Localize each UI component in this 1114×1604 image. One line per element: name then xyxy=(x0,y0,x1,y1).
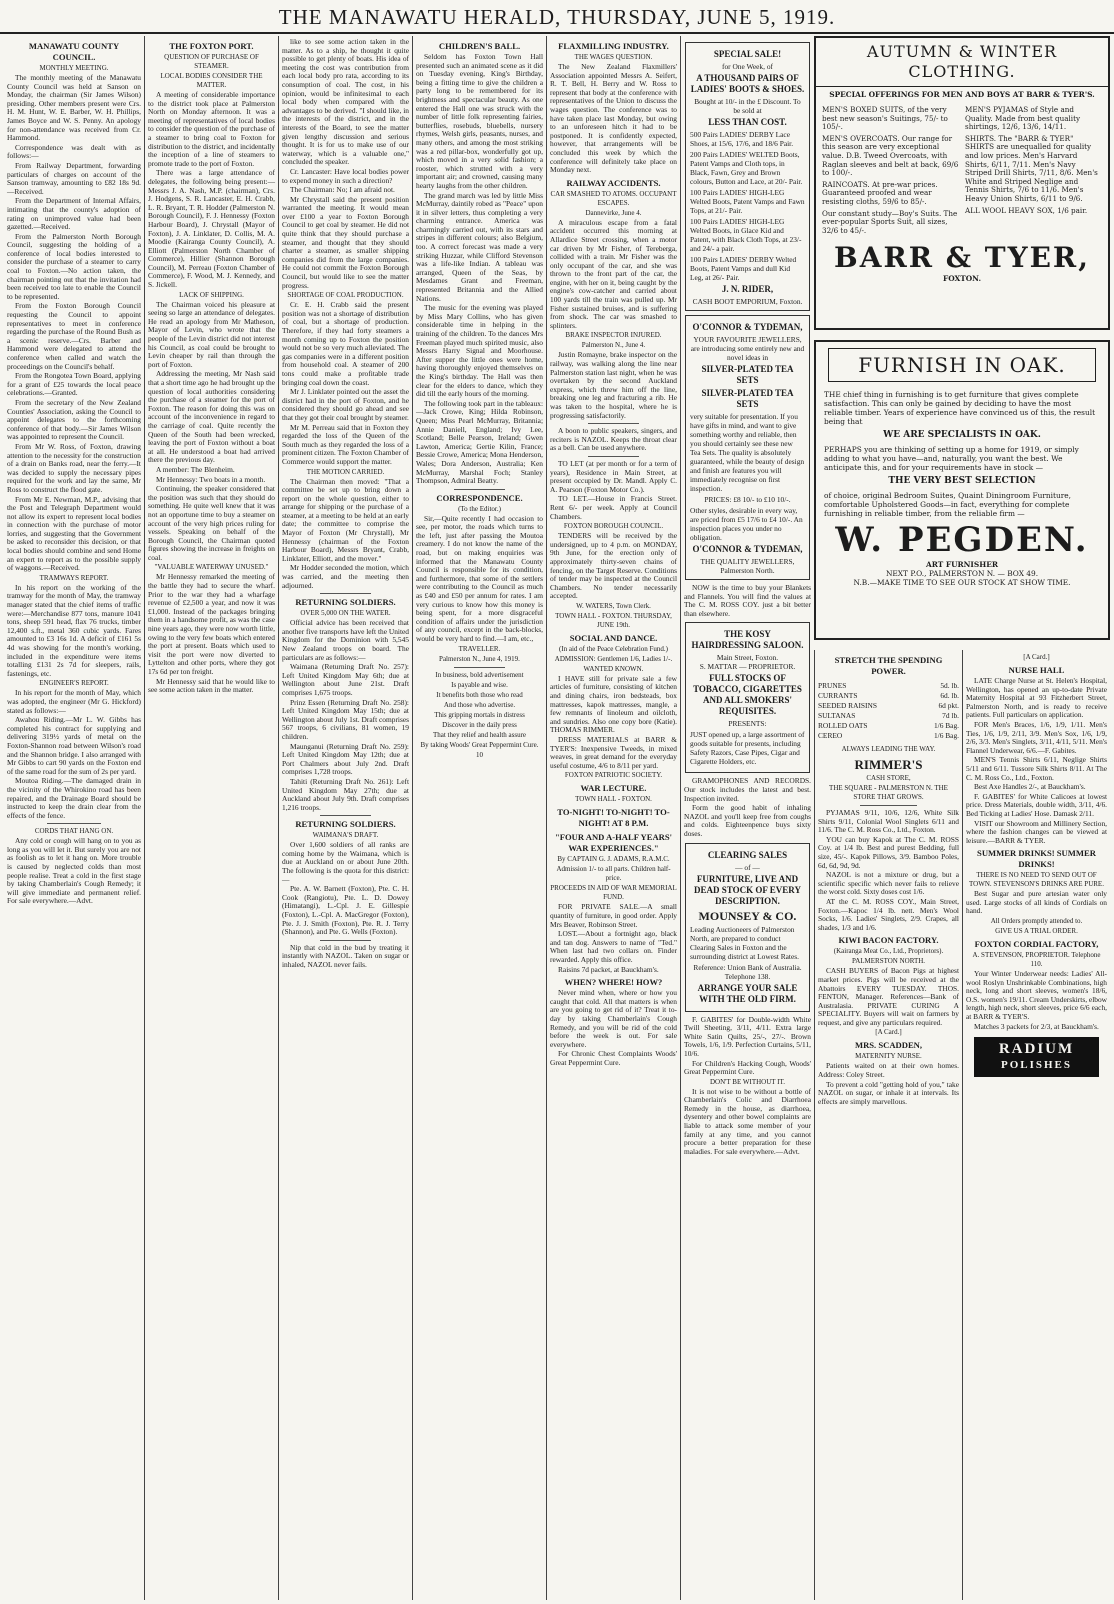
radium-polishes-logo xyxy=(974,1037,1099,1077)
column-3 xyxy=(278,36,412,1600)
ad-item: 100 Pairs LADIES' HIGH-LEG Welted Boots, in Glace Kid and Patent, with Black Cloth Tops, at 23/- and 24/- a pair. xyxy=(690,217,802,253)
paragraph: Nip that cold in the bud by treating it instantly with NAZOL. Taken on sugar or inhaled, NAZOL never fails. xyxy=(282,942,409,969)
paragraph: Mr Hennessy said that he would like to see some action taken in the matter. xyxy=(148,676,275,695)
subheadline: CASH STORE, xyxy=(866,774,911,782)
price-row xyxy=(818,711,959,721)
paragraph: The Chairman voiced his pleasure at seeing so large an attendance of delegates. He read an apology from Mr Matheson, Mayor of Levin, who wrote that the people of the Levin district did not interest his Council, as coal could be brought to Levin cheaper by rail than through the port of Foxton. xyxy=(148,299,275,369)
dateline: Palmerston N., June 4, 1919. xyxy=(439,654,520,663)
headline: MANAWATU COUNTY COUNCIL. xyxy=(28,41,120,62)
classified-ad: Matches 3 packets for 2/3, at Bauckham's. xyxy=(974,1021,1099,1031)
ad-subtitle: — of — xyxy=(735,862,760,872)
headline: WHEN? WHERE! HOW? xyxy=(564,977,663,988)
paragraph: Cr. Lancaster: Have local bodies power to expend money in such a direction? xyxy=(282,166,409,185)
section-heading: FOXTON BOROUGH COUNCIL. xyxy=(563,522,664,531)
paragraph: The New Zealand Flaxmillers' Association appointed Messrs A. Seifert, R. T. Bell, H. Berry and W. Ross to represent that body at the conference with representatives of the Union to discuss the wages question. The conference was to have taken place last Monday, but owing to an unforeseen hitch it had to be postponed. It is confidently expected, however, that arrangements will be concluded this week by which the conference will definitely take place on Monday next. xyxy=(550,62,677,175)
ad-slogan: ARRANGE YOUR SALE WITH THE OLD FIRM. xyxy=(697,982,798,1004)
paragraph: Waimana (Returning Draft No. 257): Left United Kingdom May 6th; due at Wellington about June 21st. Draft comprises 1,675 troops. xyxy=(282,662,409,697)
price-row xyxy=(818,691,959,701)
newspaper-page xyxy=(4,36,1110,1600)
headline: RETURNING SOLDIERS. xyxy=(295,597,396,608)
classified-ad: NAZOL is not a mixture or drug, but a scientific specific which never fails to relieve the worst cold. Sixty doses cost 1/6. xyxy=(818,870,959,897)
ad-address: THE QUALITY JEWELLERS, Palmerston North. xyxy=(700,557,795,575)
card-label: [A Card.] xyxy=(1023,653,1050,661)
classified-ad: PYJAMAS 9/11, 10/6, 12/6, White Silk Shirts 9/11, Colonial Wool Singlets 6/11 and 11/6. The C. M. Ross Co., Ltd., Foxton. xyxy=(818,808,959,835)
paragraph: Mr Chrystall said the present position warranted the meeting. It would mean over £100 a year to Foxton Borough Council to get coal by steamer. He did not quite think that they should purchase a steamer, and thought that they should charter a steamer, as smaller shipping companies did from the large companies. He could not commit the Foxton Borough Council, but would like to see the matter progress. xyxy=(282,194,409,290)
headline: STRETCH THE SPENDING POWER. xyxy=(834,655,943,676)
ad-firm: O'CONNOR & TYDEMAN, xyxy=(692,322,803,332)
paragraph: From Railway Department, forwarding particulars of charges on account of the Sanson tramway, amounting to £82 18s 9d.—Received. xyxy=(7,160,141,196)
signature: TRAVELLER. xyxy=(458,644,501,653)
subheadline: QUESTION OF PURCHASE OF STEAMER. xyxy=(164,53,259,70)
ad-text: Bought at 10/- in the £ Discount. To be sold at xyxy=(694,97,801,115)
ad-text: Leading Auctioneers of Palmerston North, are prepared to conduct Clearing Sales in Foxton and the surrounding district at Lowest Rates. xyxy=(690,924,799,961)
price-value: 1/6 Bag. xyxy=(933,731,959,740)
subheadline: (Kairanga Meat Co., Ltd., Proprietors). xyxy=(833,947,944,956)
ad-headline: THE VERY BEST SELECTION xyxy=(888,476,1036,486)
headline: MRS. SCADDEN, xyxy=(854,1040,923,1051)
boot-sale-ad xyxy=(685,42,810,311)
paragraph: The Chairman then moved: "That a committee be set up to bring down a report on the whole question, either to arrange for shipping or the purchase of a steamer, at a meeting to be held at an early date; the committee to comprise the Mayor of Foxton (Mr Chrystall), Mr Hennessy (chairman of the Foxton Harbour Board), Messrs Bryant, Crabb, Linklater, Elliott, and the mover." xyxy=(282,476,409,563)
classified-ad: NOW is the time to buy your Blankets and Flannels. You will find the values at The C. M. ROSS COY. just a bit better than elsewhere. xyxy=(684,583,811,618)
price-value: 1/6 Bag. xyxy=(933,721,959,730)
ad-text: PERHAPS you are thinking of setting up a home for 1919, or simply adding to what you have—and, naturally, you want the best. We anticipate this, and for your requirements have in stock — xyxy=(824,445,1079,472)
headline: FLAXMILLING INDUSTRY. xyxy=(558,41,669,51)
ad-note: N.B.—MAKE TIME TO SEE OUR STOCK AT SHOW TIME. xyxy=(853,578,1071,587)
ad-firm: O'CONNOR & TYDEMAN, xyxy=(692,544,803,554)
section-heading: WANTED KNOWN. xyxy=(583,664,644,673)
section-heading: SHORTAGE OF COAL PRODUCTION. xyxy=(287,291,404,300)
paragraph: Justin Romayne, brake inspector on the railway, was walking along the line near Palmerston station last night, when he was overtaken by the second Auckland express, which threw him off the line, breaking one leg and fracturing a rib. He was taken to the hospital, where he is progressing satisfactorily. xyxy=(550,350,677,420)
ad-address: CASH BOOT EMPORIUM, Foxton. xyxy=(692,297,803,306)
page-number: 10 xyxy=(476,750,483,759)
price-item: SULTANAS xyxy=(818,711,856,720)
price-row xyxy=(818,721,959,731)
price-item: ROLLED OATS xyxy=(818,721,868,730)
dateline: Palmerston N., June 4. xyxy=(581,341,646,350)
ad-address: PALMERSTON NORTH. xyxy=(851,957,926,966)
paragraph: A member: The Blenheim. xyxy=(156,464,235,474)
verse-line: It benefits both those who read xyxy=(436,690,523,699)
ad-item: 200 Pairs LADIES' WELTED Boots, Patent Vamps and Cloth tops, in Black, Fawn, Grey and Brown colours, Button and Lace, at 20/- Pair. xyxy=(690,150,803,186)
headline: SUMMER DRINKS! SUMMER DRINKS! xyxy=(977,848,1096,870)
paragraph: Best Sugar and pure artesian water only used. Large stocks of all kinds of Cordials on hand. xyxy=(966,889,1107,916)
ad-text: JUST opened up, a large assortment of goods suitable for presents, including Safety Razors, Case Pipes, Cigar and Cigarette Holders, etc. xyxy=(690,730,805,767)
price-item: CEREO xyxy=(818,731,843,740)
ad-subtitle: for One Week, of xyxy=(722,62,773,71)
paragraph: From the Palmerston North Borough Council, suggesting the holding of a conference of local bodies interested to consider the purchase of a steamer to carry coal to Foxton.—No action taken, the chairman pointing out that the invitation had been received too late to enable the Council to be represented. xyxy=(7,231,141,301)
classified-ad: YOU can buy Kapok at The C. M. ROSS Coy. at 1/4 lb. Best and purest Bedding, full size, 45/-. Kapok Pillows, 3/9. Bamboo Poles, 6d, 6d, 9d, 9d. xyxy=(818,834,959,870)
headline: NURSE HALL xyxy=(1008,665,1065,675)
subheadline: WAIMANA'S DRAFT. xyxy=(312,831,379,840)
classified-ad: DRESS MATERIALS at BARR & TYER'S: Inexpensive Tweeds, in mixed weaves, in great demand for the everyday useful costume, 4/6 to 8/11 per yard. xyxy=(550,735,677,770)
paragraph: The following took part in the tableaux:—Jack Crowe, King; Hilda Robinson, Queen; Miss Pearl McMurray, Britannia; Annie Daniell, England; Ivy Lee, Scotland; Belle Pearson, Ireland; Gwen Lawton, America; Gertie Kilin, France; Bessie Crowe, America; Mona Henderson, Wales; Dora Anderson, Australia; Ken McMurray, Marshal Foch; Stanley Thompson, Admiral Beatty. xyxy=(416,398,543,486)
headline: SOCIAL AND DANCE. xyxy=(569,632,658,643)
paragraph: Mr Hennessy remarked the meeting of the battle they had to secure the wharf. Prior to the war they had a wharfage revenue of £2,500 a year, and now it was £1,000. Instead of the packages bringing them in a handsome profit, as was the case nine years ago, they were now worth little, owing to the very few boats which entered the port at present. Boats which used to visit the port were now diverted to Lyttelton and other ports, where they got 17s 6d per ton freight. xyxy=(148,572,275,676)
ad-title: CLEARING SALES xyxy=(707,849,788,860)
subheadline: By CAPTAIN G. J. ADAMS, R.A.M.C. xyxy=(557,855,670,864)
classified-ad: LOST.—About a fortnight ago, black and tan dog. Answers to name of "Ted." When last had two collars on. Finder rewarded. Apply this office. xyxy=(550,929,677,964)
divider xyxy=(588,423,639,424)
paragraph: Sir,—Quite recently I had occasion to see, per motor, the roads which turns to the left, just after passing the Moutoa creamery. I do not know the name of the road, but on making enquiries was informed that the Manawatu County Council is responsible for its condition, and furthermore, that some of the settlers were contributing to the Council as much as £40 and £50 per annum for rates. I am very curious to know how this money is being spent, for a more disgraceful condition of affairs under the jurisdiction of any council, except in the back-blocks, would be very hard to find.—I am, etc., xyxy=(416,513,543,643)
subheadline: (To the Editor.) xyxy=(458,504,501,513)
paragraph: Mr M. Perreau said that in Foxton they regarded the loss of the Queen of the South much as they regarded the loss of a prominent citizen. The Foxton Chamber of Commerce would support the matter. xyxy=(282,422,409,466)
verse-line: That they relief and health assure xyxy=(432,730,527,739)
classified-ad: Raisins 7d packet, at Bauckham's. xyxy=(558,964,659,974)
paragraph: Correspondence was dealt with as follows:— xyxy=(7,142,141,161)
divider xyxy=(588,456,639,457)
paragraph: LATE Charge Nurse at St. Helen's Hospital, Wellington, has opened an up-to-date Private Maternity Hospital at 93 Fitzherbert Street, Palmerston North, and is ready to receive patients. Full particulars on application. xyxy=(966,676,1107,720)
subheadline: THE WAGES QUESTION. xyxy=(574,53,653,61)
paragraph: CASH BUYERS of Bacon Pigs at highest market prices. Pigs will be received at the Abattoirs EVERY TUESDAY. THOS. FENTON, Manager. References—Bank of Australasia. PRIVATE CURING A SPECIALITY. Buyers will wait on farmers by request, and give any particulars required. xyxy=(818,966,959,1027)
section-heading: TRAMWAYS REPORT. xyxy=(39,573,109,582)
ad-headline: WE ARE SPECIALISTS IN OAK. xyxy=(883,430,1041,440)
paragraph: Pte. A. W. Barnett (Foxton), Pte. C. H. Cook (Rangiotu), Pte. L. D. Dowey (Himatangi), L.-Cpl. J. E. Gillespie (Foxton), L.-Cpl. A. MacGregor (Foxton), Pte. J. J. Smith (Foxton), Pte. R. J. Terry (Shannon), and Pte. G. Wells (Foxton). xyxy=(282,884,409,937)
headline: CHILDREN'S BALL. xyxy=(438,41,521,51)
classified-ad: AT the C. M. ROSS COY., Main Street, Foxton.—Kapoc 1/4 lb. nett. Men's Wool Socks, 1/6. Ladies' Singlets, 2/9. Crapes, all shades, 1/3 and 1/6. xyxy=(818,896,959,932)
section-heading: ENGINEER'S REPORT. xyxy=(39,679,109,688)
subheadline: MATERNITY NURSE. xyxy=(855,1052,922,1061)
paragraph: Addressing the meeting, Mr Nash said that a short time ago he had brought up the question of local authorities considering the purchase of a steamer for the port of Foxton. The reason for doing this was on account of the inconvenience in regard to the carriage of coal. Quite recently the Queen of the South had been wrecked, leaving the port of Foxton without a boat at all. He understood a boat had arrived there the previous day. xyxy=(148,369,275,465)
ad-item: Our constant study—Boy's Suits. The ever-popular Sports Suit, all sizes, 32/6 to 45/-. xyxy=(822,208,958,235)
ad-item: 100 Pairs LADIES' HIGH-LEG Welted Boots, Patent Vamps and Fawn Tops, at 21/- Pair. xyxy=(690,188,805,215)
paragraph: Cr. E. H. Crabb said the present position was not a shortage of distribution of coal, but a shortage of production. Therefore, if they had forty steamers a month coming up to Foxton the position would not be so very much alleviated. The gas companies were in a different position from household coal. A steamer of 200 tons could make a profitable trade bringing coal down the coast. xyxy=(282,300,409,387)
ad-left-column xyxy=(822,106,959,238)
subheadline: PROCEEDS IN AID OF WAR MEMORIAL FUND. xyxy=(550,884,677,902)
classified-ad: For Children's Hacking Cough, Woods' Great Peppermint Cure. xyxy=(684,1058,811,1077)
ad-item: MEN'S PYJAMAS of Style and Quality. Made from best quality shirtings, 12/6, 13/6, 14/11. xyxy=(965,105,1081,132)
paragraph: In his report for the month of May, which was adopted, the engineer (Mr G. Hickford) stated as follows:— xyxy=(7,688,141,715)
classified-ad: MEN'S Tennis Shirts 6/11, Neglige Shirts 5/11 and 6/11. Tussore Silk Shirts 8/11. At The C. M. Ross Co., Ltd., Foxton. xyxy=(966,755,1107,782)
ad-title: THE KOSY HAIRDRESSING SALOON. xyxy=(691,629,804,651)
paragraph: Tahiti (Returning Draft No. 261): Left United Kingdom May 27th; due at Auckland about July 9th. Draft comprises 1,216 troops. xyxy=(282,776,409,812)
paragraph: Moutoa Riding.—The damaged drain in the vicinity of the Whirokino road has been repaired, and the Drainage Board should be instructed to keep the drain clear from the effects of the fence. xyxy=(7,776,141,820)
subheadline: GIVE US A TRIAL ORDER. xyxy=(995,927,1078,936)
jeweller-ad xyxy=(685,315,810,580)
divider xyxy=(454,489,505,490)
column-2 xyxy=(144,36,278,1600)
masthead xyxy=(0,0,1114,34)
logo-text: RADIUM xyxy=(998,1041,1075,1058)
paragraph: Awahou Riding.—Mr L. W. Gibbs has completed his contract for supplying and delivering 319½ yards of metal on the Foxton-Shannon road between Wilson's road and the Shannon bridge. I also arranged with Mr Gibbs to cart 90 yards on the Foxton end of the same road for the sum of 2s per yard. xyxy=(7,715,141,776)
paragraph: There was a large attendance of delegates, the following being present:—Messrs J. A. Nash, M.P. (chairman), Crs. J. Hodgens, S. R. Lancaster, E. H. Crabb, L. R. Bryant, T. R. Hodder (Palmerston N. Borough Council), F. J. Hennessy (Foxton Harbour Board), J. Chrystall (Mayor of Foxton), J. A. Linklater, D. Collis, M. A. Moodie (Kairanga County Council), A. Elliott (Palmerston North Chamber of Commerce), Hillier (Shannon Borough Council), M. Perreau (Foxton Chamber of Commerce), F. Wood, M. J. Kennedy, and S. Jickell. xyxy=(148,168,275,290)
ad-price: PRICES: £8 10/- to £10 10/-. xyxy=(704,495,791,504)
paragraph: It is not wise to be without a bottle of Chamberlain's Colic and Diarrhoea Remedy in the house, as diarrhoea, dysentery and other bowel complaints are liable to attack some member of your family at any time, and you cannot procure a better preparation for these maladies. For sale everywhere.—Advt. xyxy=(684,1086,811,1156)
paragraph: A meeting of considerable importance to the district took place at Palmerston North on Monday afternoon. It was a meeting of representatives of local bodies to consider the question of the purchase of a steamer to bring coal to Foxton for distribution to the district, and incidentally the inception of a line of steamers to promote trade to the port of Foxton. xyxy=(148,90,275,168)
paragraph: like to see some action taken in the matter. As to a ship, he thought it quite possible to get plenty of boats. His idea of meeting the cost was contribution from each local body pro rata, according to its consumption of coal. The cost, in his opinion, would be infinitesimal to each local body when compared with the advantages to be derived. "I should like, in the interests of the district, and in the interests of the Board, to see the matter given lengthy discussion and serious thought. It is for us to make use of our waterway, which is a valuable one," concluded the speaker. xyxy=(282,37,409,167)
ad-headline: A THOUSAND PAIRS OF LADIES' BOOTS & SHOES. xyxy=(690,73,805,94)
classified-ad: F. GABITES' for White Calicoes at lowest price. Dress Materials, double width, 3/11, 4/6. Bed Ticking at Ladies' Hose. Damask 2/11. xyxy=(966,791,1107,818)
classified-ad: Your Winter Underwear needs: Ladies' All-wool Roslyn Unshrinkable Combinations, high neck, long and short sleeves, women's 18/6, O.S. women's 19/11. Cream Underskirts, elbow length, high neck, short sleeves, price 6/6 each, at BARR & TYER'S. xyxy=(966,969,1107,1022)
divider xyxy=(860,805,916,806)
column-5 xyxy=(546,36,680,1600)
column-6 xyxy=(680,36,814,1600)
paragraph: Any cold or cough will hang on to you as long as you will let it. But surely you are not as foolish as to let it hang on. More trouble is caused by neglected colds than most people realise. Treat a cold in the first stage by taking Chamberlain's Cough Remedy; it will give immediate and permanent relief. For sale everywhere.—Advt. xyxy=(7,836,141,906)
section-heading: FOXTON PATRIOTIC SOCIETY. xyxy=(564,771,663,780)
classified-ad: GRAMOPHONES AND RECORDS. Our stock includes the latest and best. Inspection invited. xyxy=(684,776,811,803)
price-row xyxy=(818,701,959,711)
ad-subtitle: PRESENTS: xyxy=(728,719,767,729)
logo-text: POLISHES xyxy=(1000,1059,1073,1072)
verse-line: And those who advertise. xyxy=(443,700,516,709)
auctioneer-ad xyxy=(685,843,810,1012)
headline: FOXTON CORDIAL FACTORY, xyxy=(974,939,1099,950)
classified-ad: Best Axe Handles 2/-, at Bauckham's. xyxy=(974,782,1086,792)
pegden-furniture-ad xyxy=(814,340,1110,640)
classified-ad: Form the good habit of inhaling NAZOL and you'll keep free from coughs and colds. Eighteenpence buys sixty doses. xyxy=(684,803,811,838)
paragraph: Continuing, the speaker considered that the position was such that they should do something. He quite well knew that it was not an opportune time to buy a steamer on account of the very high prices ruling for vessels. Speaking on behalf of the Borough Council, the Chairman quoted figures showing the increase in freights on coal. xyxy=(148,484,275,562)
section-heading: THE MOTION CARRIED. xyxy=(306,467,385,476)
headline: RAILWAY ACCIDENTS. xyxy=(566,177,661,188)
paragraph: To prevent a cold "getting hold of you," take NAZOL on sugar, or inhale it at intervals. Its effects are simply marvellous. xyxy=(818,1079,959,1106)
ad-item: MEN'S OVERCOATS. Our range for this season are very exceptional value. D.B. Tweed Overcoats, with Raglan sleeves and belt at back, 69/6 to 100/-. xyxy=(822,133,959,178)
classified-ad: TO LET.—House in Francis Street. Rent 6/- per week. Apply at Council Chambers. xyxy=(550,494,677,521)
paragraph: A boon to public speakers, singers, and reciters is NAZOL. Keeps the throat clear as a bell. Can be used anywhere. xyxy=(550,426,677,453)
divider xyxy=(320,593,371,594)
ad-subtitle: YOUR FAVOURITE JEWELLERS, xyxy=(693,335,802,344)
ad-title: FURNISH IN OAK. xyxy=(828,348,1096,382)
verse-line: This gripping mortals in distress xyxy=(434,710,525,719)
headline: WAR LECTURE. xyxy=(580,783,647,794)
paragraph: Patients waited on at their own homes. Address: Coley Street. xyxy=(818,1061,959,1080)
ad-address: NEXT P.O., PALMERSTON N. — BOX 49. xyxy=(885,569,1039,578)
paragraph: From Mr W. Ross, of Foxton, drawing attention to the necessity for the construction of a drain on Banks road, near the ferry.—It was decided to supply the necessary pipes required for the work and lay the same, Mr Ross to construct the flood gate. xyxy=(7,441,141,494)
section-heading: "VALUABLE WATERWAY UNUSED." xyxy=(154,563,269,572)
headline: THE FOXTON PORT. xyxy=(169,41,254,51)
headline: KIWI BACON FACTORY. xyxy=(838,935,939,946)
paragraph: The music for the evening was played by Miss Mary Collins, who has given considerable time in helping in the training of the children. To the dances Mrs Freeman played much spirited music, also Messrs Harry Signal and Moorhouse. After supper the little ones were home, having thoroughly enjoyed themselves on the King's birthday. The Hall was then clear for the elders to dance, which they did till the early hours of the morning. xyxy=(416,303,543,399)
subheadline: MONTHLY MEETING. xyxy=(39,64,109,72)
paragraph: For Chronic Chest Complaints Woods' Great Peppermint Cure. xyxy=(550,1049,677,1067)
price-item: SEEDED RAISINS xyxy=(818,701,877,710)
paragraph: Mr Hennessy: Two boats in a month. xyxy=(156,474,266,484)
paragraph: Over 1,600 soldiers of all ranks are coming home by the Waimana, which is due at Auckland on or about June 20th. The following is the quota for this district:— xyxy=(282,840,409,884)
section-heading: DON'T BE WITHOUT IT. xyxy=(709,1077,785,1086)
paragraph: The Chairman: No; I am afraid not. xyxy=(290,185,395,195)
ad-columns xyxy=(816,102,1108,242)
price-value: 6d pkt. xyxy=(938,701,959,710)
classified-ad: F. GABITES' for Double-width White Twill Sheeting, 3/11, 4/11. Extra large White Satin Quilts, 25/-, 27/-. Brown Towels, 1/6, 1/9. Perfection Curtains, 5/11, 10/6. xyxy=(684,1014,811,1058)
column-1 xyxy=(4,36,144,1600)
verse-line: In business, bold advertisement xyxy=(435,670,524,679)
ad-firm: RIMMER'S xyxy=(854,757,923,772)
ad-text: Other styles, desirable in every way, are priced from £5 17/6 to £4 10/-. An inspection places you under no obligation. xyxy=(690,506,803,542)
ad-firm: MOUNSEY & CO. xyxy=(698,908,797,923)
ad-text: very suitable for presentation. If you have gifts in mind, and want to give something worthy and reliable, then you should certainly see these new Tea Sets. The quality is absolutely guaranteed, while the beauty of design and finish are features you will immediately recognise on first inspection. xyxy=(690,412,805,493)
ad-firm: W. PEGDEN. xyxy=(835,520,1089,560)
column-8 xyxy=(962,650,1110,1600)
ad-firm: BARR & TYER, xyxy=(834,241,1090,275)
venue: TOWN HALL - FOXTON. xyxy=(575,795,652,804)
classified-ad: TENDERS will be received by the undersigned, up to 4 p.m. on MONDAY, 9th June, for the erection only of approximately thirty-seven chains of fencing, on the Target Reserve. Conditions of tender may be inspected at the Council Chambers. No tender necessarily accepted. xyxy=(550,531,677,601)
divider xyxy=(47,823,101,824)
paragraph: From the Department of Internal Affairs, intimating that the county's adoption of rating on unimproved value had been gazetted.—Received. xyxy=(7,196,141,232)
signature: W. WATERS, Town Clerk. xyxy=(576,601,651,610)
ad-item: SHIRTS. The "BARR & TYER" SHIRTS are unequalled for quality and low prices. Men's Harvard Shirts, 6/11, 7/11. Men's Navy Striped Drill Shirts, 7/11, 8/6. Men's White and Striped Neglige and Tennis Shirts, 7/6 to 11/6. Men's Heavy Union Shirts, 6/11 to 9/6. xyxy=(965,133,1098,203)
ad-town: FOXTON. xyxy=(942,274,982,284)
price-item: PRUNES xyxy=(818,681,847,690)
paragraph: Maunganui (Returning Draft No. 259): Left United Kingdom May 12th; due at Port Chalmers about July 2nd. Draft comprises 1,728 troops. xyxy=(282,741,409,777)
subheadline: THERE IS NO NEED TO SEND OUT OF TOWN. STEVENSON'S DRINKS ARE PURE. xyxy=(969,871,1104,889)
card-label: [A Card.] xyxy=(875,1028,902,1037)
price-item: CURRANTS xyxy=(818,691,858,700)
price-list xyxy=(818,681,959,741)
ad-firm: J. N. RIDER, xyxy=(721,284,774,294)
paragraph: The grand march was led by little Miss McMurray, daintily robed as "Peace" upon it in silver letters, thus completing a very charming entrance. America was charmingly carried out, with its stars and stripes in different colours; also Belgium, too. A correct forecast was made a very striking Huzzar, while Clifford Stevenson was a life-like Indian. A tableau was arranged, Queen of the Seas, by Mesdames Grant and Freeman, represented Britannia and the Allied Nations. xyxy=(416,190,543,303)
ad-headline: FULL STOCKS OF TOBACCO, CIGARETTES AND ALL SMOKERS' REQUISITES. xyxy=(693,673,802,717)
paragraph: From the Foxton Borough Council requesting the Council to appoint representatives to meet in conference regarding the purchase of the Round Bush as a scenic reserve.—Crs. Barber and Hammond were delegated to attend the conference when called and watch the proceedings on the Council's behalf. xyxy=(7,301,141,371)
verse-line: Is payable and wise. xyxy=(451,680,508,689)
ad-subtitle: SPECIAL OFFERINGS FOR MEN AND BOYS AT BARR & TYER'S. xyxy=(829,90,1095,99)
column-7 xyxy=(814,650,962,1600)
section-heading: LACK OF SHIPPING. xyxy=(179,290,244,299)
ad-reference: Reference: Union Bank of Australia. xyxy=(693,962,802,972)
headline: TO-NIGHT! TO-NIGHT! TO-NIGHT! AT 8 P.M. xyxy=(557,807,670,829)
headline: "FOUR AND A-HALF YEARS' WAR EXPERIENCES." xyxy=(554,832,673,854)
ad-text: THE chief thing in furnishing is to get furniture that gives complete satisfaction. This can only be gained by deciding to have the most reliable timber. Years of experience have convinced us of this, the result being that xyxy=(824,390,1096,426)
subheadline: CAR SMASHED TO ATOMS. OCCUPANT ESCAPES. xyxy=(550,189,677,207)
paragraph: Mr Hodder seconded the motion, which was carried, and the meeting then adjourned. xyxy=(282,563,409,590)
section-heading: ALWAYS LEADING THE WAY. xyxy=(841,745,936,753)
paragraph: From the secretary of the New Zealand Counties' Association, asking the Council to appoint delegates to the forthcoming conference of that body.—Sir James Wilson was appointed to represent the Council. xyxy=(7,397,141,442)
verse-line: By taking Woods' Great Peppermint Cure. xyxy=(420,740,539,749)
paragraph: Mr J. Linklater pointed out the asset the district had in the port of Foxton, and he considered they should go ahead and see that they got their coal brought by steamer. xyxy=(282,387,409,422)
ad-text: of choice, original Bedroom Suites, Quaint Diningroom Furniture, comfortable Upholstered Goods—in fact, everything for complete furnishing in reliable timber, from the reliable firm — xyxy=(824,491,1072,518)
paragraph: From Mr E. Newman, M.P., advising that the Post and Telegraph Department would not allow its expert to represent local bodies in connection with the purchase of motor lorries, and suggesting that the Government be asked to reconsider this decision, or that local bodies should combine and send Home an expert to report as to the possible supply of waggons.—Received. xyxy=(7,494,141,573)
masthead-title: THE MANAWATU HERALD, THURSDAY, JUNE 5, 1919. xyxy=(278,5,836,29)
subheadline: (In aid of the Peace Celebration Fund.) xyxy=(558,644,669,653)
admission: Admission 1/- to all parts. Children half-price. xyxy=(556,865,671,883)
price-row xyxy=(818,681,959,691)
subheadline: All Orders promptly attended to. xyxy=(990,917,1083,926)
ad-title: AUTUMN & WINTER CLOTHING. xyxy=(816,38,1108,87)
section-heading: BRAKE INSPECTOR INJURED. xyxy=(565,331,662,340)
classified-ad: FOR Men's Braces, 1/6, 1/9, 1/11. Men's Ties, 1/6, 1/9, 2/11, 3/9. Men's Sox, 1/6, 1/9, 2/6, 3/3. Men's Singlets, 3/11, 4/11, 5/11. Men's Flannel Underwear, 6/6.—F. Gabites. xyxy=(966,719,1107,755)
paragraph: A miraculous escape from a fatal accident occurred this morning at Allardice Street crossing, when a motor car driven by Mr Fisher, of Tereberga, collided with a train. Mr Fisher was the only occupant of the car, and she was thrown to the front part of the car, the engine, with her on it, being caught by the engine's cow-catcher and carried about 100 yards till the train was pulled up. Mr Fisher sustained bruises, and is suffering from shock. The car was smashed to splinters. xyxy=(550,217,677,330)
barr-tyer-clothing-ad xyxy=(814,36,1110,330)
headline: CORRESPONDENCE. xyxy=(436,492,523,503)
divider xyxy=(320,815,371,816)
column-4 xyxy=(412,36,546,1600)
headline: RETURNING SOLDIERS. xyxy=(295,819,396,830)
venue: TOWN HALL - FOXTON. THURSDAY, JUNE 19th. xyxy=(555,611,672,629)
price-value: 6d. lb. xyxy=(940,691,959,700)
paragraph: The monthly meeting of the Manawatu County Council was held at Sanson on Monday, the chairman (Sir James Wilson) presiding. Other members present were Crs. H. M. Hunt, W. E. Barber, W. H. Phillips, James Boyce and W. S. Penny. An apology for non-attendance was received from Cr. Hammond. xyxy=(7,73,141,143)
ad-item: MEN'S BOXED SUITS, of the very best new season's Suitings, 75/- to 105/-. xyxy=(822,105,948,132)
hairdresser-ad xyxy=(685,622,810,773)
ad-address: THE SQUARE - PALMERSTON N. THE STORE THAT GROWS. xyxy=(829,784,948,801)
ad-price: LESS THAN COST. xyxy=(708,117,787,127)
section-heading: CORDS THAT HANG ON. xyxy=(34,827,114,836)
ad-right-column xyxy=(965,106,1102,238)
ad-proprietor: A. STEVENSON, PROPRIETOR. Telephone 110. xyxy=(972,951,1101,969)
subheadline: OVER 5,000 ON THE WATER. xyxy=(300,609,391,618)
ad-proprietor: S. MATTAR — PROPRIETOR. xyxy=(699,662,796,672)
ad-item: RAINCOATS. At pre-war prices. Guaranteed proofed and wear resisting cloths, 59/6 to 85/-. xyxy=(822,179,938,206)
paragraph: Seldom has Foxton Town Hall presented such an animated scene as it did on Tuesday evening, King's Birthday, being a fitting time to give the children a party long to be remembered for its brightness and spectacular beauty. As one entered the Hall one was struck with the number of little folk representing fairies, butterflies, rosebuds, bluebells, nursery rhymes, Welsh girls, peasants, nurses, and many others, and among the most striking was a red pillar-box, wonderfully got up, which moved in a very solid fashion; a rooster, which strutted with a very important air; and crowned, causing many hearty laughs from the other children. xyxy=(416,52,543,190)
verse-line: Discover in the daily press xyxy=(442,720,517,729)
divider xyxy=(454,667,505,668)
ad-headline: FURNITURE, LIVE AND DEAD STOCK OF EVERY DESCRIPTION. xyxy=(694,873,801,906)
ad-title: SPECIAL SALE! xyxy=(713,49,782,59)
paragraph: From the Rongotea Town Board, applying for a grant of £25 towards the local peace celebrations.—Granted. xyxy=(7,371,141,398)
classified-ad: FOR PRIVATE SALE.—A small quantity of furniture, in good order. Apply Mrs Beaver, Robinson Street. xyxy=(550,902,677,929)
ad-text: are introducing some entirely new and novel ideas in xyxy=(690,344,805,362)
ad-telephone: Telephone 138. xyxy=(724,971,771,981)
dateline: Dannevirke, June 4. xyxy=(585,208,642,217)
ad-item: 100 Pairs LADIES' DERBY Welted Boots, Patent Vamps and dull Kid Leg, at 26/- Pair. xyxy=(690,255,797,282)
ad-headline: SILVER-PLATED TEA SETS xyxy=(701,388,794,409)
classified-ad: VISIT our Showroom and Millinery Section, where the fashion changes can be viewed at leisure.—BARR & TYER. xyxy=(966,818,1107,845)
paragraph: Prinz Essen (Returning Draft No. 258): Left United Kingdom May 15th; due at Wellington about July 1st. Draft comprises 567 troops, 6 civilians, 81 women, 19 children. xyxy=(282,697,409,741)
paragraph: Never mind when, where or how you caught that cold. All that matters is when are you going to get rid of it? Treat it to-day by taking Chamberlain's Cough Remedy, and you will be rid of the cold before the week is out. For sale everywhere. xyxy=(550,988,677,1049)
price-value: 7d lb. xyxy=(942,711,959,720)
price-value: 5d. lb. xyxy=(940,681,959,690)
paragraph: Official advice has been received that another five transports have left the United Kingdom for the Dominion with 5,545 New Zealand troops on board. The particulars are as follows:— xyxy=(282,618,409,662)
price-row xyxy=(818,731,959,741)
ad-address: Main Street, Foxton. xyxy=(716,653,779,663)
classified-ad: I HAVE still for private sale a few articles of furniture, consisting of kitchen and dining chairs, iron bedsteads, box mattresses, kapok mattresses, mangle, a few remnants of linoleum and oilcloth, and sundries. Also one copy bore (Katie). THOMAS RIMMER. xyxy=(550,673,677,735)
admission: ADMISSION: Gentlemen 1/6, Ladies 1/-. xyxy=(554,654,673,663)
subheadline: LOCAL BODIES CONSIDER THE MATTER. xyxy=(160,72,263,89)
ad-trade: ART FURNISHER xyxy=(926,560,998,569)
ad-item: 500 Pairs LADIES' DERBY Lace Shoes, at 15/6, 17/6, and 18/6 Pair. xyxy=(690,130,794,148)
ad-headline: SILVER-PLATED TEA SETS xyxy=(701,364,794,385)
paragraph: In his report on the working of the tramway for the month of May, the tramway manager stated that the chief items of traffic were:—Merchandise 877 tons, manure 1041 tons, sheep 591 head, flax 76 trucks, timber 12,400 s.ft., metal 360 cubic yards. Fares amounted to £3 16s 1d. A deficit of £161 5s 4d was showing for the month's working, included in the expenditure were items totalling £131 2s 7d for sleepers, rails, fastenings, etc. xyxy=(7,582,141,678)
divider xyxy=(320,940,371,941)
classified-ad: TO LET (at per month or for a term of years), Residence in Main Street, at present occupied by Dr. Mandl. Apply C. A. Pearson (Foxton Motor Co.). xyxy=(550,458,677,494)
ad-item: ALL WOOL HEAVY SOX, 1/6 pair. xyxy=(965,205,1088,215)
